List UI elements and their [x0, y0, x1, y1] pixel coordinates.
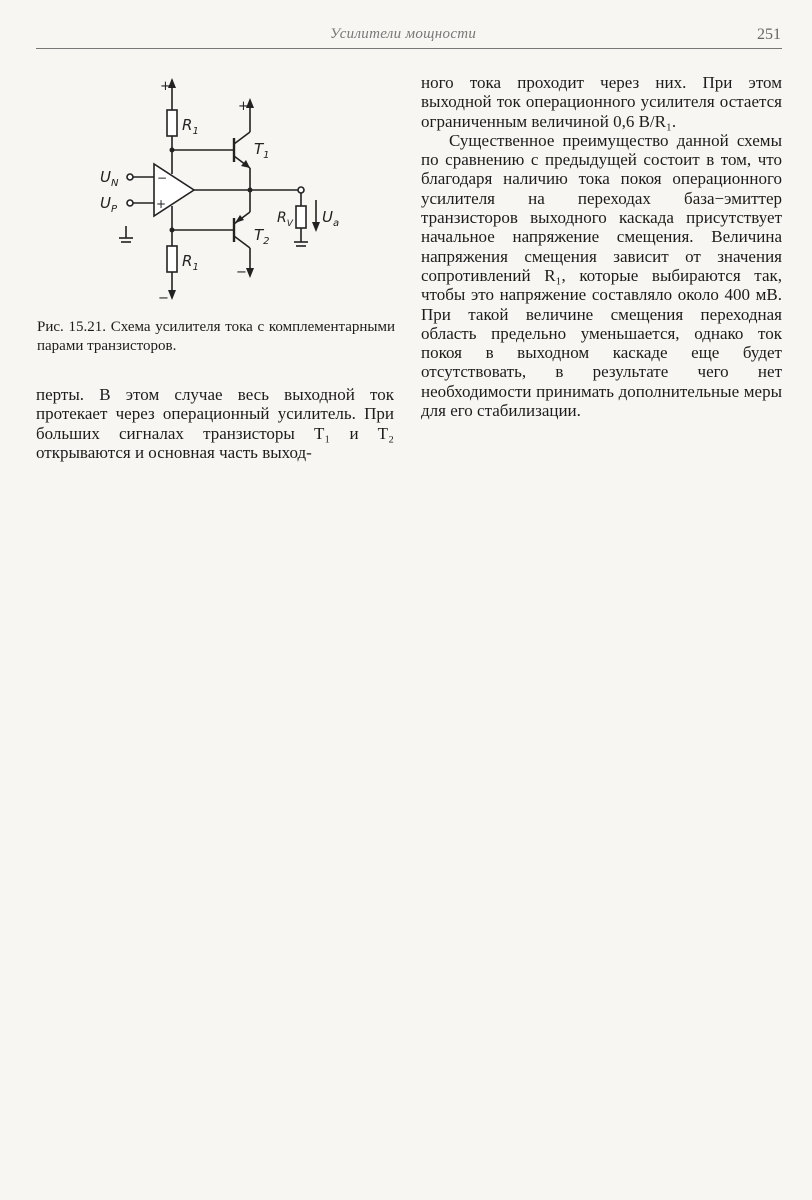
- label-plus-top: +: [160, 79, 171, 94]
- page-number: 251: [757, 26, 781, 43]
- label-minus-bottom: −: [158, 291, 169, 306]
- label-t2: $T_2$: [254, 226, 270, 247]
- resistor-r1-bottom: [167, 246, 177, 272]
- label-minus-t2: −: [236, 265, 247, 280]
- left-column: [36, 385, 394, 462]
- opamp-plus-sign: +: [156, 197, 167, 211]
- t2-collector: [234, 236, 250, 248]
- label-r1-top: $R_1$: [182, 116, 199, 137]
- label-ua: $U_a$: [322, 208, 340, 229]
- t2-emitter-arrow: [235, 215, 244, 223]
- t1-collector: [234, 132, 250, 144]
- right-paragraph-continuation: ного тока проходит через них. При этом выходной ток операционного усилителя остается ограниченным величиной 0,6 В/R₁.: [421, 73, 782, 131]
- circuit-figure: [90, 70, 350, 310]
- header-rule: [36, 48, 782, 49]
- load-resistor-rv: [296, 206, 306, 228]
- label-rv: $R_V$: [277, 210, 293, 229]
- resistor-r1-top: [167, 110, 177, 136]
- bottom-supply-arrow: [168, 290, 176, 300]
- output-terminal: [298, 187, 304, 193]
- label-un: $U_N$: [100, 168, 119, 189]
- label-plus-t1: +: [238, 99, 249, 114]
- input-un-terminal: [127, 174, 133, 180]
- input-up-terminal: [127, 200, 133, 206]
- circuit-diagram: [90, 70, 350, 310]
- t1-emitter-arrow: [241, 160, 250, 168]
- right-column: [421, 73, 782, 420]
- ua-arrow-head: [312, 222, 320, 232]
- label-up: $U_P$: [100, 194, 118, 215]
- t2-supply-arrow: [246, 268, 254, 278]
- figure-caption: Рис. 15.21. Схема усилителя тока с комплементарными парами транзисторов.: [37, 319, 395, 354]
- right-paragraph-main: Существенное преимущество данной схемы по сравнению с предыдущей состоит в том, что благодаря наличию тока покоя операционного усилителя на переходах база−эмиттер транзисторов выходного каскада присутствует начальное напряжение смещения. Величина напряжения смещения зависит от значения сопротивлений R₁, которые выбираются так, чтобы это напряжение составляло около 400 мВ. При такой величине смещения переходная область предельно уменьшается, однако ток покоя в выходном каскаде еще будет отсутствовать, в результате чего нет необходимости принимать дополнительные меры для его стабилизации.: [421, 130, 782, 421]
- running-title: Усилители мощности: [330, 26, 477, 42]
- label-r1-bottom: $R_1$: [182, 252, 199, 273]
- opamp-minus-sign: −: [157, 171, 168, 185]
- label-t1: $T_1$: [254, 140, 270, 161]
- left-paragraph: перты. В этом случае весь выходной ток протекает через операционный усилитель. При больших сигналах транзисторы T₁ и T₂ открываются и основная часть выход-: [36, 385, 394, 462]
